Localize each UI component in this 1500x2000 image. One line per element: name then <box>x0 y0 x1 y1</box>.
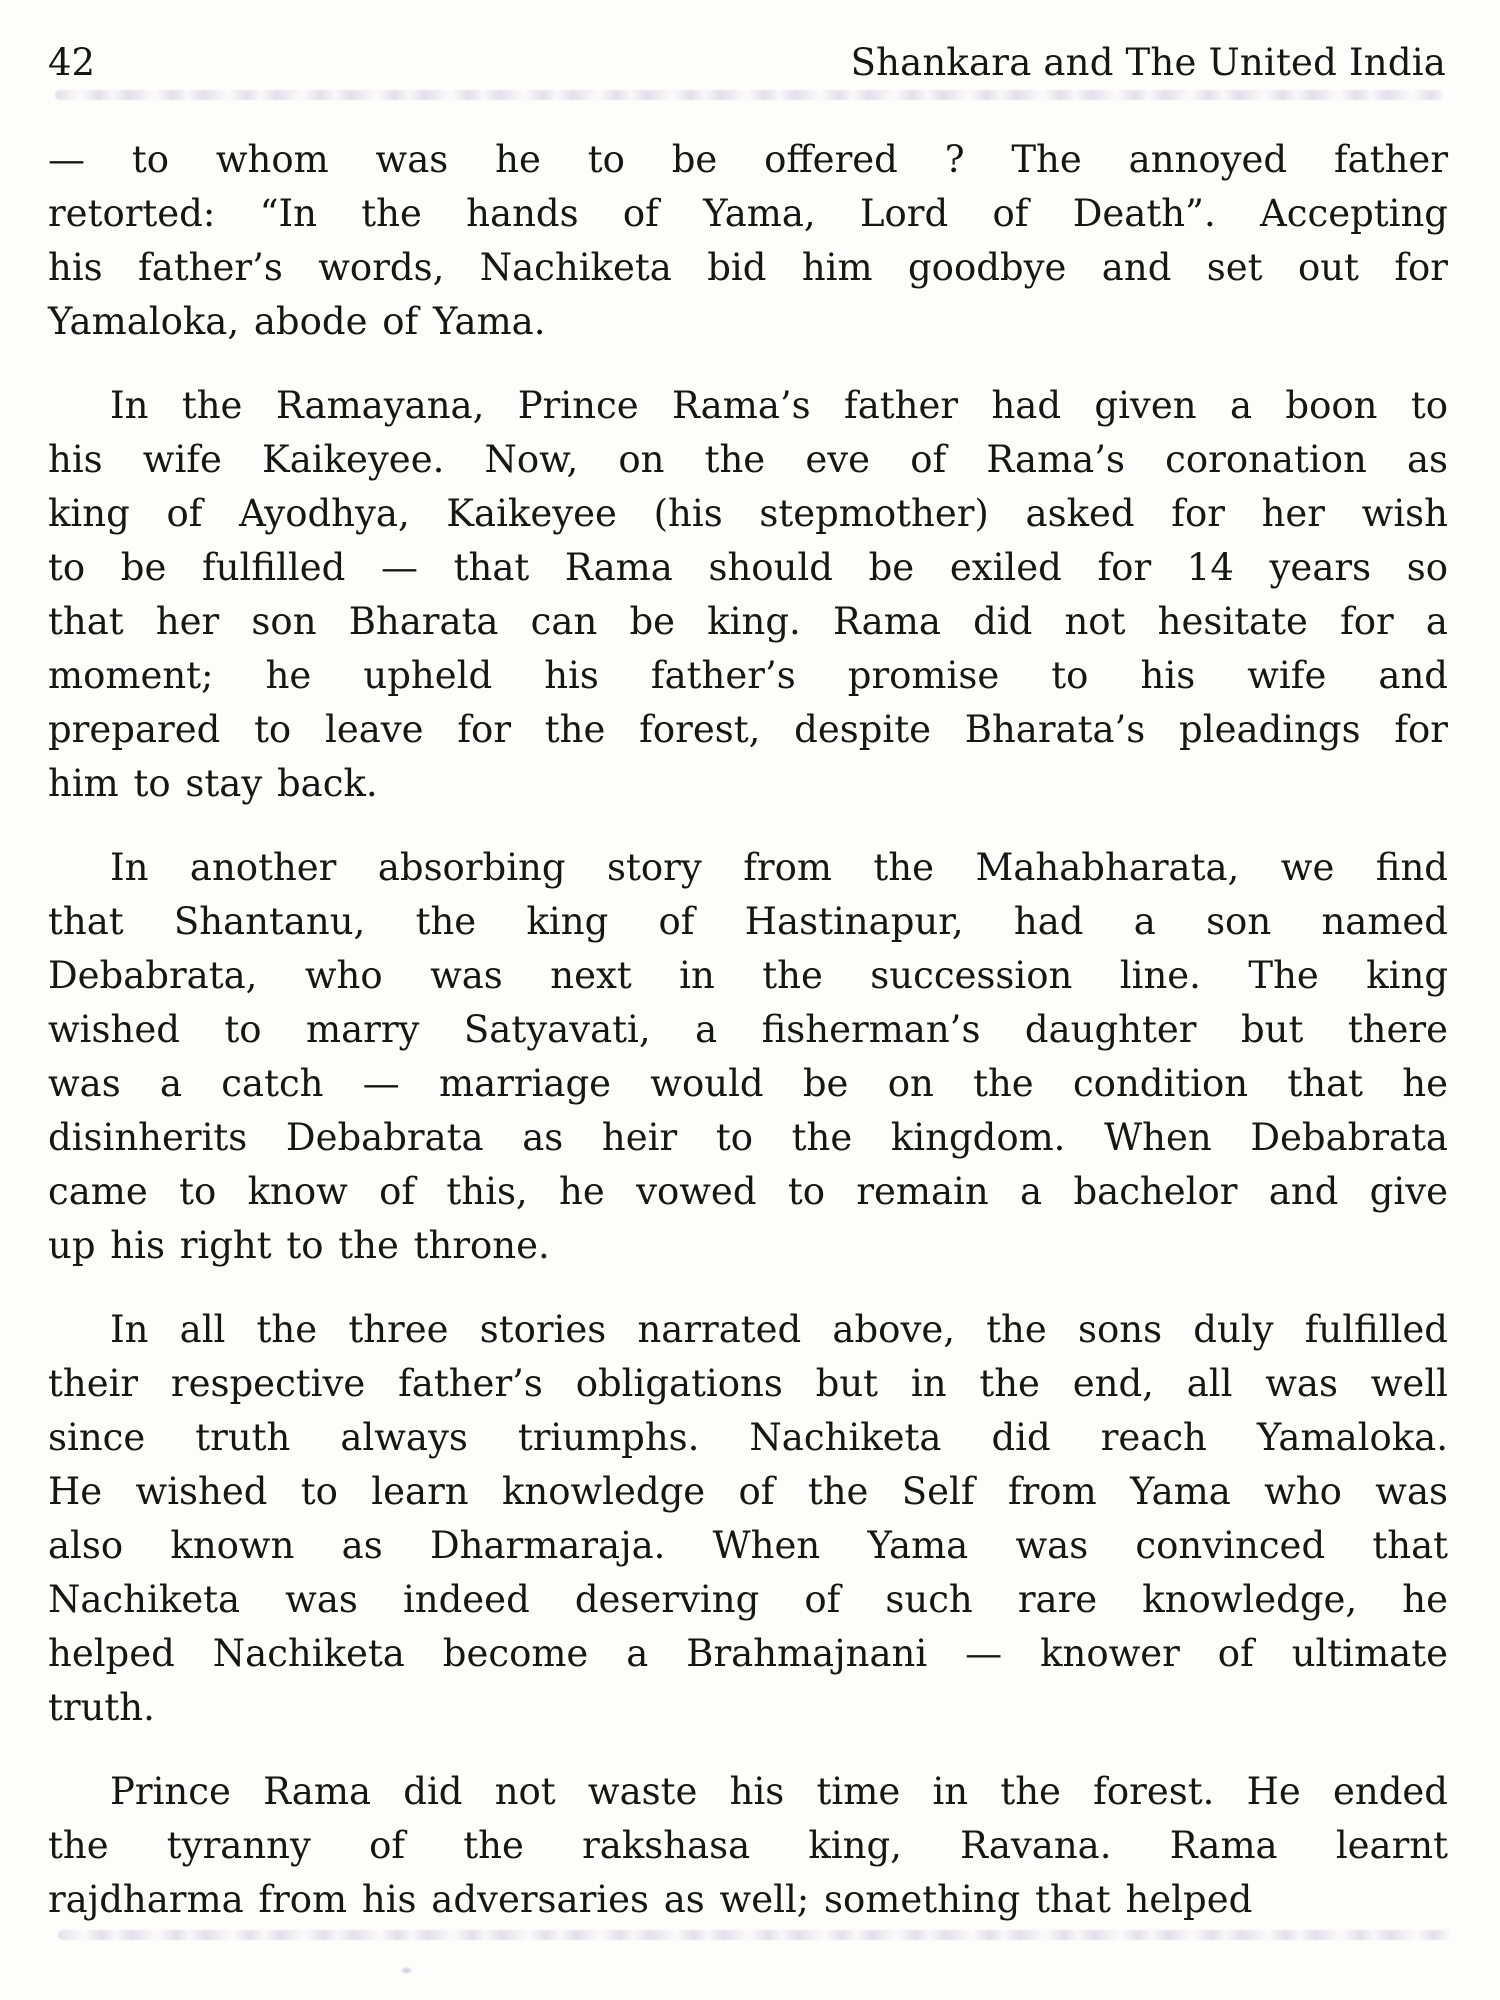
text-line: helped Nachiketa become a Brahmajnani — knower of ultimate <box>48 1632 1448 1675</box>
paragraph <box>48 133 1448 349</box>
text-line: up his right to the throne. <box>48 1224 550 1267</box>
paragraph <box>48 1765 1448 1927</box>
text-line: that her son Bharata can be king. Rama did not hesitate for a <box>48 600 1448 643</box>
scan-artifact-dot <box>402 1968 411 1973</box>
text-line: disinherits Debabrata as heir to the kingdom. When Debabrata <box>48 1116 1448 1159</box>
text-line: was a catch — marriage would be on the condition that he <box>48 1062 1448 1105</box>
text-line: In another absorbing story from the Mahabharata, we find <box>110 846 1448 889</box>
text-line: In the Ramayana, Prince Rama’s father had given a boon to <box>110 384 1448 427</box>
running-title: Shankara and The United India <box>850 41 1446 84</box>
text-line: — to whom was he to be offered ? The annoyed father <box>48 138 1448 181</box>
text-line: Prince Rama did not waste his time in the forest. He ended <box>110 1770 1448 1813</box>
text-line: moment; he upheld his father’s promise to his wife and <box>48 654 1448 697</box>
text-line: truth. <box>48 1686 155 1729</box>
text-line: the tyranny of the rakshasa king, Ravana. Rama learnt <box>48 1824 1448 1867</box>
text-line: He wished to learn knowledge of the Self from Yama who was <box>48 1470 1448 1513</box>
text-line: also known as Dharmaraja. When Yama was convinced that <box>48 1524 1448 1567</box>
text-line: Yamaloka, abode of Yama. <box>48 300 546 343</box>
header-rule-smudge <box>55 90 1443 100</box>
text-line: his wife Kaikeyee. Now, on the eve of Rama’s coronation as <box>48 438 1448 481</box>
text-line: to be fulfilled — that Rama should be exiled for 14 years so <box>48 546 1448 589</box>
text-block <box>48 133 1448 1927</box>
text-line: his father’s words, Nachiketa bid him goodbye and set out for <box>48 246 1448 289</box>
paragraph <box>48 379 1448 811</box>
text-line: came to know of this, he vowed to remain a bachelor and give <box>48 1170 1448 1213</box>
text-line: prepared to leave for the forest, despite Bharata’s pleadings for <box>48 708 1448 751</box>
text-line: king of Ayodhya, Kaikeyee (his stepmother) asked for her wish <box>48 492 1448 535</box>
text-line: since truth always triumphs. Nachiketa did reach Yamaloka. <box>48 1416 1448 1459</box>
text-line: that Shantanu, the king of Hastinapur, had a son named <box>48 900 1448 943</box>
text-line: In all the three stories narrated above, the sons duly fulfilled <box>110 1308 1448 1351</box>
page-number: 42 <box>48 41 96 84</box>
paragraph <box>48 1303 1448 1735</box>
footer-smudge <box>58 1930 1450 1940</box>
text-line: him to stay back. <box>48 762 378 805</box>
text-line: Debabrata, who was next in the succession line. The king <box>48 954 1448 997</box>
page-header <box>48 42 1446 84</box>
text-line: retorted: “In the hands of Yama, Lord of Death”. Accepting <box>48 192 1448 235</box>
text-line: wished to marry Satyavati, a fisherman’s daughter but there <box>48 1008 1448 1051</box>
text-line: rajdharma from his adversaries as well; something that helped <box>48 1878 1253 1921</box>
text-line: their respective father’s obligations but in the end, all was well <box>48 1362 1448 1405</box>
text-line: Nachiketa was indeed deserving of such rare knowledge, he <box>48 1578 1448 1621</box>
paragraph <box>48 841 1448 1273</box>
